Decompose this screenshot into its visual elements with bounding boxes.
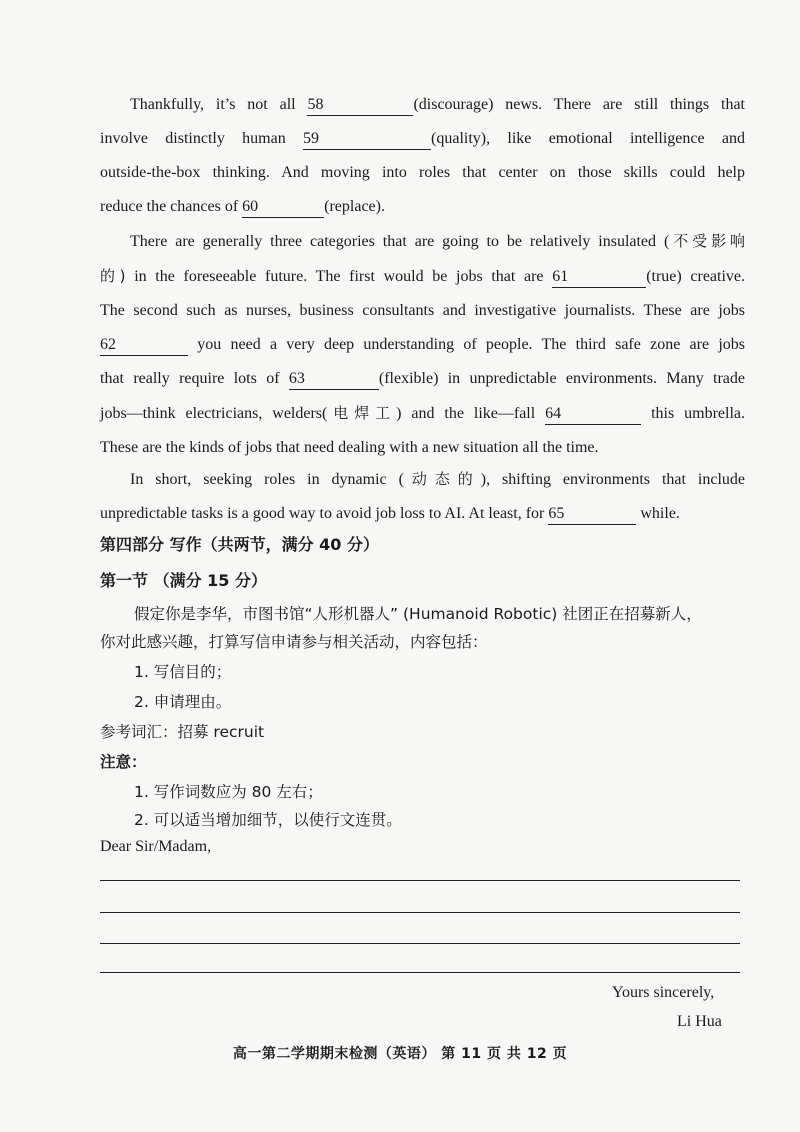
writing-line-2[interactable] xyxy=(100,912,740,913)
p1-line-3: outside-the-box thinking. And moving into roles that center on those skills could help xyxy=(100,164,745,181)
prompt-line-1: 假定你是李华，市图书馆“人形机器人” (Humanoid Robotic) 社团正在招募新人， xyxy=(134,605,702,623)
writing-line-3[interactable] xyxy=(100,943,740,944)
blank-62[interactable]: 62 xyxy=(100,335,188,356)
closing: Yours sincerely, xyxy=(612,984,715,1001)
p1-line-2: involve distinctly human 59 (quality), like emotional intelligence and xyxy=(100,122,745,156)
note-2: 2. 可以适当增加细节，以使行文连贯。 xyxy=(134,811,402,829)
blank-61[interactable]: 61 xyxy=(552,267,646,288)
p1-line-1: Thankfully, it’s not all 58 (discourage) news. There are still things that xyxy=(100,88,745,122)
p2-line-2: 的) in the foreseeable future. The first would be jobs that are 61 (true) creative. xyxy=(100,259,745,294)
p2-line-4: 62 you need a very deep understanding of people. The third safe zone are jobs xyxy=(100,328,745,362)
p2-line-6: jobs—think electricians, welders(电焊工) and the like—fall 64 this umbrella. xyxy=(100,396,745,431)
writing-line-1[interactable] xyxy=(100,880,740,881)
blank-65[interactable]: 65 xyxy=(548,504,636,525)
p1-line-4: reduce the chances of 60 (replace). xyxy=(100,190,745,224)
p3-line-1: In short, seeking roles in dynamic (动态的), shifting environments that include xyxy=(130,470,745,488)
paragraph-3 xyxy=(100,462,745,531)
content-item-2: 2. 申请理由。 xyxy=(134,693,232,711)
note-1: 1. 写作词数应为 80 左右； xyxy=(134,783,323,801)
blank-63[interactable]: 63 xyxy=(289,369,379,390)
blank-58[interactable]: 58 xyxy=(307,95,413,116)
notes-title: 注意： xyxy=(100,753,147,771)
part-four-title: 第四部分 写作（共两节，满分 40 分） xyxy=(100,535,379,554)
section-one-title: 第一节 （满分 15 分） xyxy=(100,571,267,590)
vocabulary-hint: 参考词汇：招募 recruit xyxy=(100,723,265,741)
paragraph-2 xyxy=(100,224,745,465)
p2-line-3: The second such as nurses, business consultants and investigative journalists. These are jobs xyxy=(100,302,745,319)
blank-59[interactable]: 59 xyxy=(303,129,431,150)
prompt-line-2: 你对此感兴趣，打算写信申请参与相关活动，内容包括： xyxy=(100,633,488,651)
signature: Li Hua xyxy=(677,1013,722,1030)
writing-line-4[interactable] xyxy=(100,972,740,973)
content-item-1: 1. 写信目的； xyxy=(134,663,232,681)
p2-line-5: that really require lots of 63 (flexible) in unpredictable environments. Many trade xyxy=(100,362,745,396)
blank-60[interactable]: 60 xyxy=(242,197,324,218)
p2-line-7: These are the kinds of jobs that need dealing with a new situation all the time. xyxy=(100,439,599,456)
blank-64[interactable]: 64 xyxy=(545,404,641,425)
salutation: Dear Sir/Madam, xyxy=(100,838,212,855)
p3-line-2: unpredictable tasks is a good way to avoid job loss to AI. At least, for 65 while. xyxy=(100,497,745,531)
page-footer: 高一第二学期期末检测（英语） 第 11 页 共 12 页 xyxy=(232,1046,568,1062)
p2-line-1: There are generally three categories that are going to be relatively insulated (不受影响 xyxy=(130,232,745,250)
paragraph-1 xyxy=(100,88,745,224)
